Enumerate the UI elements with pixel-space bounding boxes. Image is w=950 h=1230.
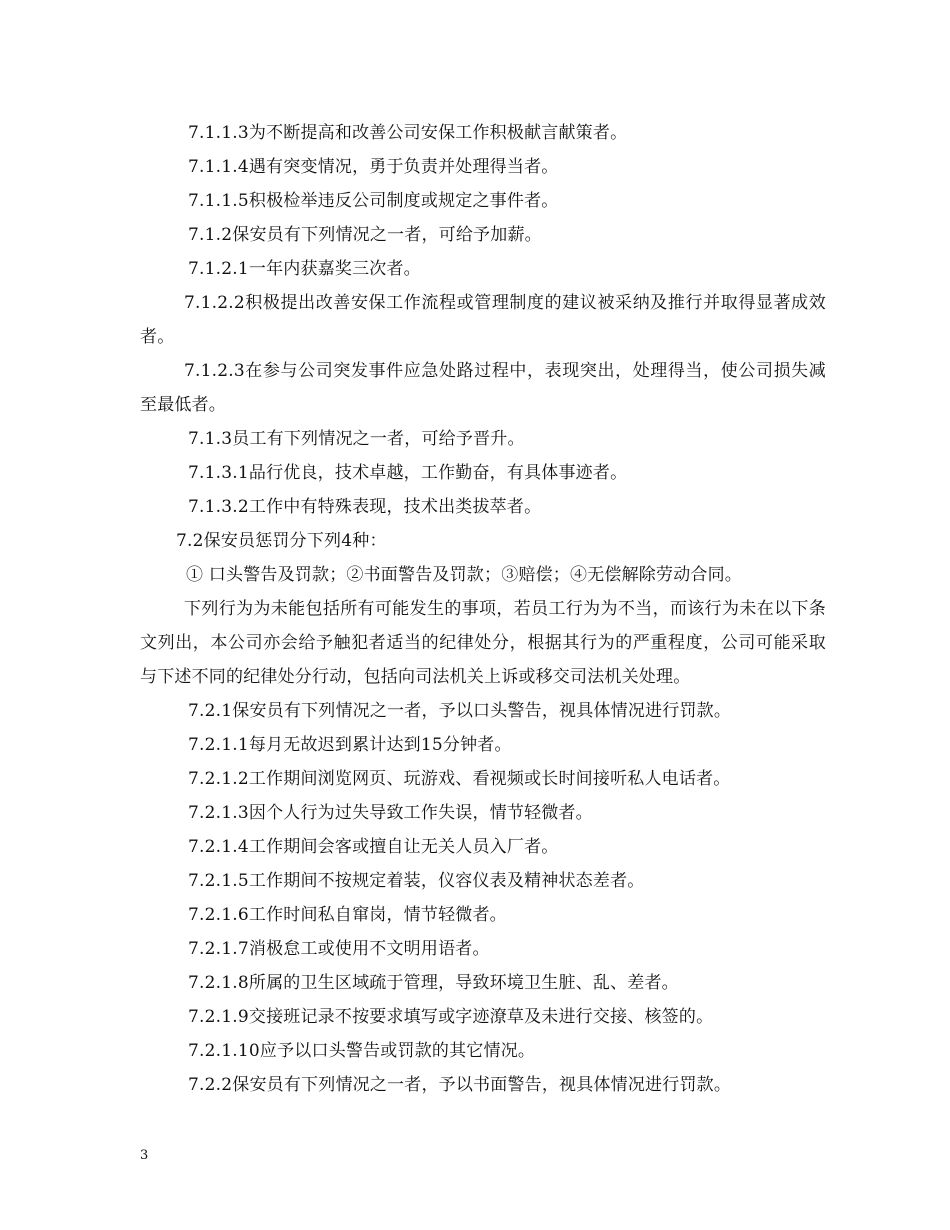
paragraph: 7.1.1.5积极检举违反公司制度或规定之事件者。 bbox=[188, 191, 559, 211]
paragraph: 7.1.3员工有下列情况之一者，可给予晋升。 bbox=[188, 429, 525, 449]
paragraph: ① 口头警告及罚款；②书面警告及罚款；③赔偿；④无偿解除劳动合同。 bbox=[186, 565, 743, 585]
paragraph: 7.1.1.4遇有突变情况，勇于负责并处理得当者。 bbox=[188, 157, 559, 177]
paragraph: 7.2.1.4工作期间会客或擅自让无关人员入厂者。 bbox=[188, 837, 559, 857]
page-number: 3 bbox=[140, 1148, 149, 1163]
paragraph: 7.2.1.2工作期间浏览网页、玩游戏、看视频或长时间接听私人电话者。 bbox=[188, 769, 731, 789]
paragraph: 7.2.1.9交接班记录不按要求填写或字迹潦草及未进行交接、核签的。 bbox=[188, 1007, 714, 1027]
paragraph: 7.1.3.2工作中有特殊表现，技术出类拔萃者。 bbox=[188, 497, 542, 517]
paragraph: 7.2.1.6工作时间私自窜岗，情节轻微者。 bbox=[188, 905, 507, 925]
paragraph: 7.1.3.1品行优良，技术卓越，工作勤奋，有具体事迹者。 bbox=[188, 463, 628, 483]
paragraph: 7.2.1.7消极怠工或使用不文明用语者。 bbox=[188, 939, 490, 959]
paragraph: 7.1.2.1一年内获嘉奖三次者。 bbox=[188, 259, 421, 279]
paragraph: 7.2.1保安员有下列情况之一者，予以口头警告，视具体情况进行罚款。 bbox=[188, 701, 732, 721]
paragraph: 下列行为为未能包括所有可能发生的事项，若员工行为为不当，而该行为未在以下条文列出，本公司亦会给予触犯者适当的纪律处分，根据其行为的严重程度，公司可能采取与下述不同的纪律处分行动，包括向司法机关上诉或移交司法机关处理。 bbox=[140, 599, 826, 687]
paragraph: 7.2.1.8所属的卫生区域疏于管理，导致环境卫生脏、乱、差者。 bbox=[188, 973, 679, 993]
paragraph: 7.1.2.3在参与公司突发事件应急处路过程中，表现突出，处理得当，使公司损失减至最低者。 bbox=[140, 361, 826, 415]
paragraph: 7.2.1.5工作期间不按规定着装，仪容仪表及精神状态差者。 bbox=[188, 871, 645, 891]
paragraph: 7.1.2.2积极提出改善安保工作流程或管理制度的建议被采纳及推行并取得显著成效者。 bbox=[140, 293, 826, 347]
document-body bbox=[140, 116, 826, 1102]
paragraph: 7.1.1.3为不断提高和改善公司安保工作积极献言献策者。 bbox=[188, 123, 628, 143]
paragraph: 7.2.1.3因个人行为过失导致工作失误，情节轻微者。 bbox=[188, 803, 593, 823]
paragraph: 7.1.2保安员有下列情况之一者，可给予加薪。 bbox=[188, 225, 542, 245]
paragraph: 7.2.2保安员有下列情况之一者，予以书面警告，视具体情况进行罚款。 bbox=[188, 1075, 732, 1095]
paragraph: 7.2.1.1每月无故迟到累计达到15分钟者。 bbox=[188, 735, 512, 755]
section-heading: 7.2保安员惩罚分下列4种： bbox=[176, 531, 387, 551]
paragraph: 7.2.1.10应予以口头警告或罚款的其它情况。 bbox=[188, 1041, 536, 1061]
